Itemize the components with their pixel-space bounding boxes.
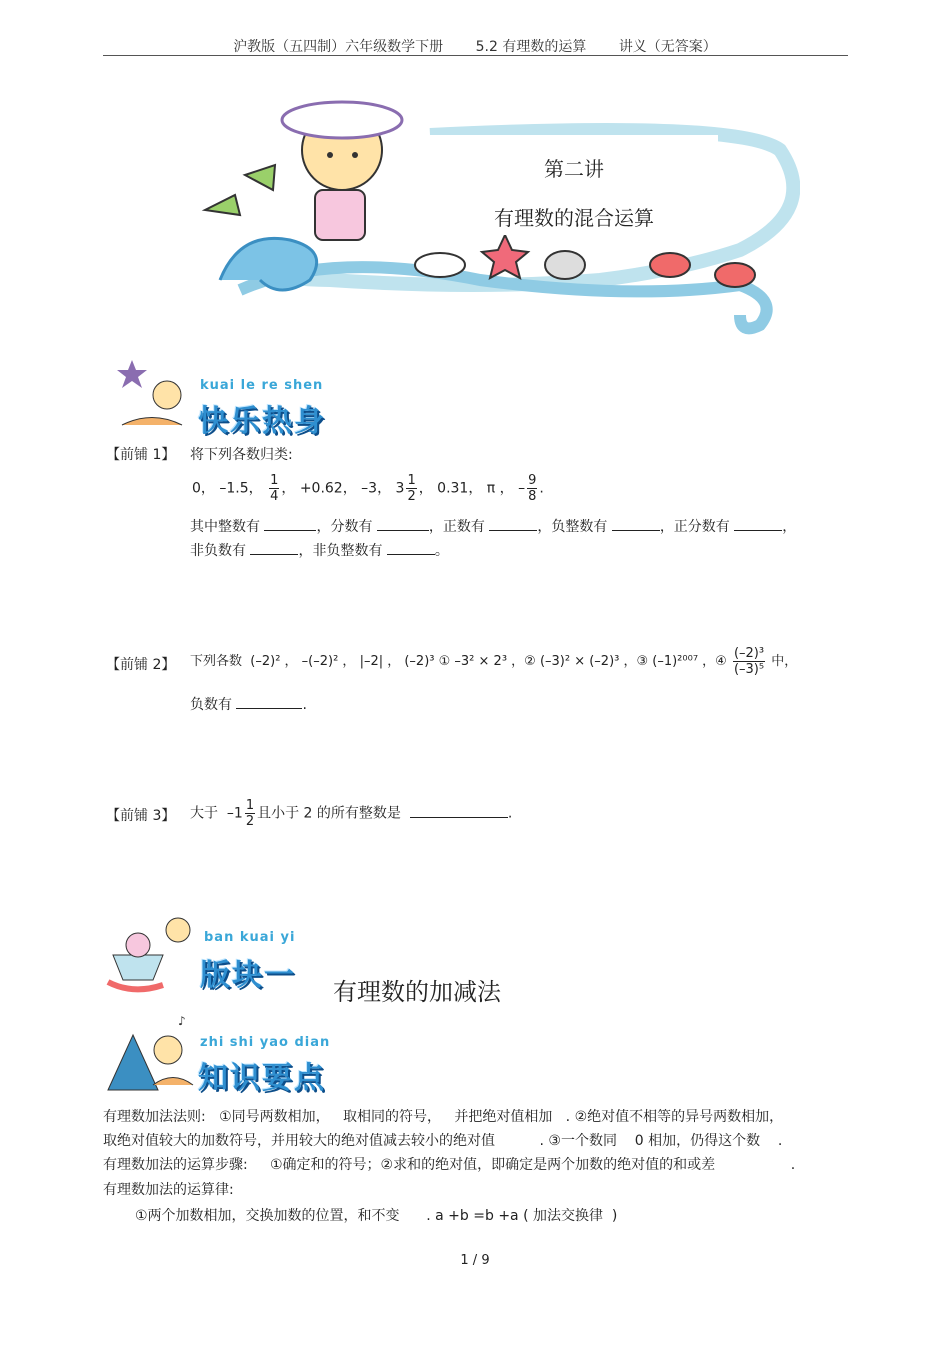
q2-tail: 中， (771, 654, 798, 669)
answer-blank[interactable] (236, 696, 302, 709)
q3-b: –1 (226, 805, 243, 822)
q1-l1c: ，正数有 (428, 519, 485, 535)
lecture-title: 有理数的混合运算 (494, 206, 654, 230)
q2-prompt: 下列各数 (190, 654, 243, 669)
section-heading: 有理数的加减法 (333, 978, 501, 1006)
body-line-3: 有理数加法的运算步骤: ①确定和的符号；②求和的绝对值，即确定是两个加数的绝对值的和或差 . (103, 1157, 796, 1173)
body-line-5: ①两个加数相加，交换加数的位置，和不变 . a +b =b +a ( 加法交换律 ) (135, 1208, 618, 1224)
body-line-2: 取绝对值较大的加数符号，并用较大的绝对值减去较小的绝对值 . ③一个数同 0 相加，仍得这个数 . (103, 1133, 783, 1149)
q1-nums-d: . (539, 480, 544, 497)
fraction-9-8 (527, 473, 537, 504)
q2-line2: 负数有 (190, 697, 232, 713)
q1-number-list: 0， –1.5， $\frac{1}{4}$ ， +0.62， –3， 3 $\frac{1}{2}$ ， 0.31， π ， – $\frac{9}{8}$ . (192, 473, 544, 504)
knowledge-pinyin: zhi shi yao dian (200, 1035, 331, 1050)
frac-num: 1 (245, 798, 255, 813)
q1-label: 【前铺 1】 (106, 447, 176, 463)
page-number: 1 / 9 (460, 1253, 490, 1268)
q1-l1b: ，分数有 (316, 519, 373, 535)
q1-l1d: ，负整数有 (537, 519, 608, 535)
q1-prompt: 将下列各数归类: (190, 447, 293, 463)
q3-c: 且小于 2 的所有整数是 (257, 805, 401, 822)
q1-nums-c: ， 0.31， π ， – (418, 480, 526, 497)
body-line-1: 有理数加法法则: ①同号两数相加， 取相同的符号， 并把绝对值相加 . ②绝对值不相等的异号两数相加， (103, 1109, 784, 1125)
warmup-illustration (112, 355, 192, 435)
q2-items: (–2)² ， –(–2)² ， |–2| ， (–2)³ ① –3² × 2³ ，② (–3)² × (–2)³ ，③ (–1)²⁰⁰⁷ ，④ (250, 654, 727, 669)
frac-num: 1 (270, 473, 279, 488)
q2-end: . (302, 697, 307, 713)
fraction-1-2 (406, 473, 416, 504)
frac-num: 9 (528, 473, 537, 488)
q3-fraction (245, 798, 255, 829)
header-mid: 5.2 有理数的运算 (475, 39, 587, 55)
answer-blank[interactable] (489, 518, 537, 531)
knowledge-illustration (103, 1010, 198, 1095)
answer-blank[interactable] (377, 518, 429, 531)
answer-blank[interactable] (612, 518, 660, 531)
answer-blank[interactable] (264, 518, 316, 531)
answer-blank[interactable] (250, 542, 298, 555)
q2-answer-line (190, 694, 307, 714)
q1-answer-line-1 (190, 515, 796, 539)
answer-blank[interactable] (387, 542, 435, 555)
q2-label: 【前铺 2】 (106, 657, 176, 673)
frac-den: 8 (528, 489, 537, 504)
q1-nums-b: +0.62， –3， 3 (299, 480, 405, 497)
frac-num: 1 (407, 473, 416, 488)
header-left: 沪教版（五四制）六年级数学下册 (233, 39, 444, 55)
fraction-1-4 (269, 473, 279, 504)
q1-l2a: 非负数有 (190, 543, 246, 559)
block-title: 版块一 (200, 958, 296, 993)
svg-text:♪: ♪ (178, 1014, 186, 1028)
header-rule (103, 55, 848, 56)
warmup-title: 快乐热身 (198, 404, 326, 439)
q3-label: 【前铺 3】 (106, 808, 176, 824)
warmup-pinyin: kuai le re shen (200, 378, 324, 393)
page-header (0, 36, 950, 56)
q2-fraction (733, 646, 765, 677)
block-illustration (103, 910, 198, 995)
q1-answer-line-2 (190, 539, 449, 563)
frac-den: 2 (407, 489, 416, 504)
frac-den: 2 (245, 814, 255, 829)
q3-end: . (507, 805, 513, 822)
knowledge-title: 知识要点 (198, 1061, 326, 1096)
q1-l2c: 。 (434, 543, 449, 559)
q1-l1f: ， (782, 519, 797, 535)
body-line-4: 有理数加法的运算律: (103, 1182, 234, 1198)
q2-expression (190, 646, 797, 677)
frac-den: 4 (270, 489, 279, 504)
q3-a: 大于 (190, 805, 218, 822)
q1-l1a: 其中整数有 (190, 519, 260, 535)
frac-num: (–2)³ (733, 646, 765, 661)
answer-blank[interactable] (734, 518, 782, 531)
answer-blank[interactable] (410, 805, 508, 818)
q1-l1e: ，正分数有 (659, 519, 730, 535)
header-right: 讲义（无答案） (618, 39, 717, 55)
lecture-title-box (430, 135, 718, 235)
block-pinyin: ban kuai yi (204, 930, 296, 945)
lecture-number: 第二讲 (544, 157, 604, 181)
q1-nums-a: 0， –1.5， (192, 480, 263, 497)
q3-expression (190, 798, 512, 829)
q1-l2b: ，非负整数有 (298, 543, 383, 559)
frac-den: (–3)⁵ (733, 662, 765, 677)
